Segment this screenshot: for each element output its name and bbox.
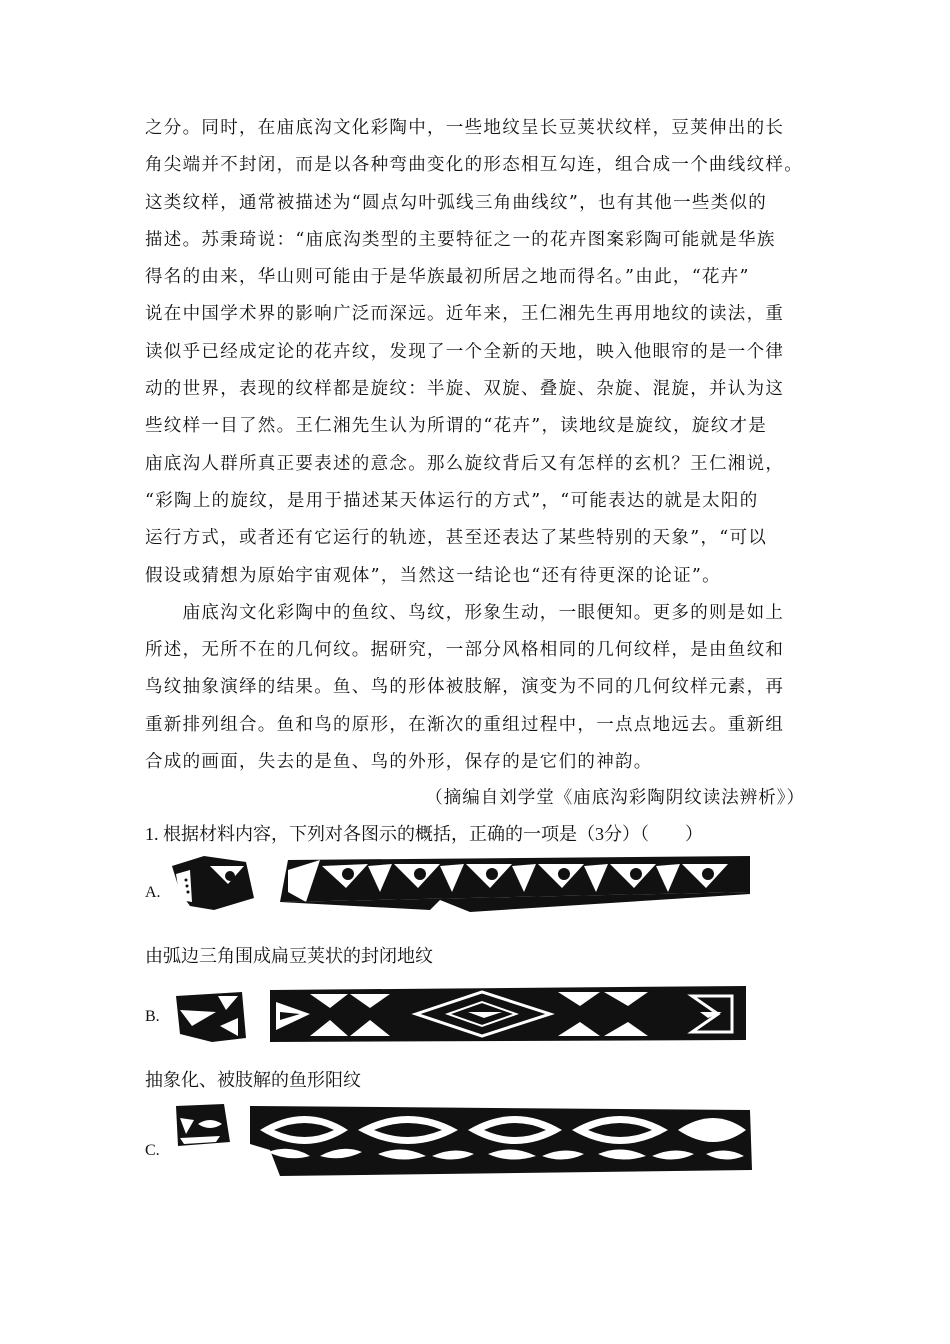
option-c-pattern-image: [170, 1100, 755, 1178]
question-stem: 1. 根据材料内容，下列对各图示的概括，正确的一项是（3分）（ ）: [145, 824, 703, 844]
article-line: 假设或猜想为原始宇宙观体”，当然这一结论也“还有待更深的论证”。: [145, 565, 721, 586]
article-line: 说在中国学术界的影响广泛而深远。近年来，王仁湘先生再用地纹的读法，重: [145, 304, 785, 325]
article-line: 这类纹样，通常被描述为“圆点勾叶弧线三角曲线纹”，也有其他一些类似的: [145, 192, 768, 213]
option-a-caption: 由弧边三角围成扁豆荚状的封闭地纹: [145, 946, 433, 966]
article-body: [145, 110, 805, 781]
article-line: 动的世界，表现的纹样都是旋纹：半旋、双旋、叠旋、杂旋、混旋，并认为这: [145, 379, 785, 400]
article-line: 读似乎已经成定论的花卉纹，发现了一个全新的天地，映入他眼帘的是一个律: [145, 341, 785, 362]
article-line: 之分。同时，在庙底沟文化彩陶中，一些地纹呈长豆荚状纹样，豆荚伸出的长: [145, 118, 785, 138]
option-a-label[interactable]: A.: [145, 884, 161, 901]
option-b-label[interactable]: B.: [145, 1008, 160, 1025]
article-line: 得名的由来，华山则可能由于是华族最初所居之地而得名。”由此，“花卉”: [145, 267, 750, 288]
article-line: 些纹样一目了然。王仁湘先生认为所谓的“花卉”，读地纹是旋纹，旋纹才是: [145, 416, 768, 437]
article-line: 所述，无所不在的几何纹。据研究，一部分风格相同的几何纹样，是由鱼纹和: [145, 640, 785, 661]
option-b-pattern-image: [172, 982, 750, 1046]
article-line: “彩陶上的旋纹，是用于描述某天体运行的方式”，“可能表达的就是太阳的: [145, 490, 759, 511]
article-line: 鸟纹抽象演绎的结果。鱼、鸟的形体被肢解，演变为不同的几何纹样元素，再: [145, 677, 785, 698]
article-line: 合成的画面，失去的是鱼、鸟的外形，保存的是它们的神韵。: [145, 752, 653, 773]
article-line: 运行方式，或者还有它运行的轨迹，甚至还表达了某些特别的天象”，“可以: [145, 528, 768, 549]
option-a-pattern-image: [170, 852, 755, 914]
option-c-label[interactable]: C.: [145, 1142, 160, 1159]
article-line: 角尖端并不封闭，而是以各种弯曲变化的形态相互勾连，组合成一个曲线纹样。: [145, 155, 803, 176]
article-line: 描述。苏秉琦说：“庙底沟类型的主要特征之一的花卉图案彩陶可能就是华族: [145, 229, 776, 250]
article-source: （摘编自刘学堂《庙底沟彩陶阴纹读法辨析》）: [425, 788, 805, 808]
article-line: 重新排列组合。鱼和鸟的原形，在渐次的重组过程中，一点点地远去。重新组: [145, 714, 785, 735]
option-b-caption: 抽象化、被肢解的鱼形阳纹: [145, 1070, 361, 1090]
article-line: 庙底沟文化彩陶中的鱼纹、鸟纹，形象生动，一眼便知。更多的则是如上: [145, 602, 785, 623]
article-line: 庙底沟人群所真正要表述的意念。那么旋纹背后又有怎样的玄机？王仁湘说，: [145, 453, 785, 474]
